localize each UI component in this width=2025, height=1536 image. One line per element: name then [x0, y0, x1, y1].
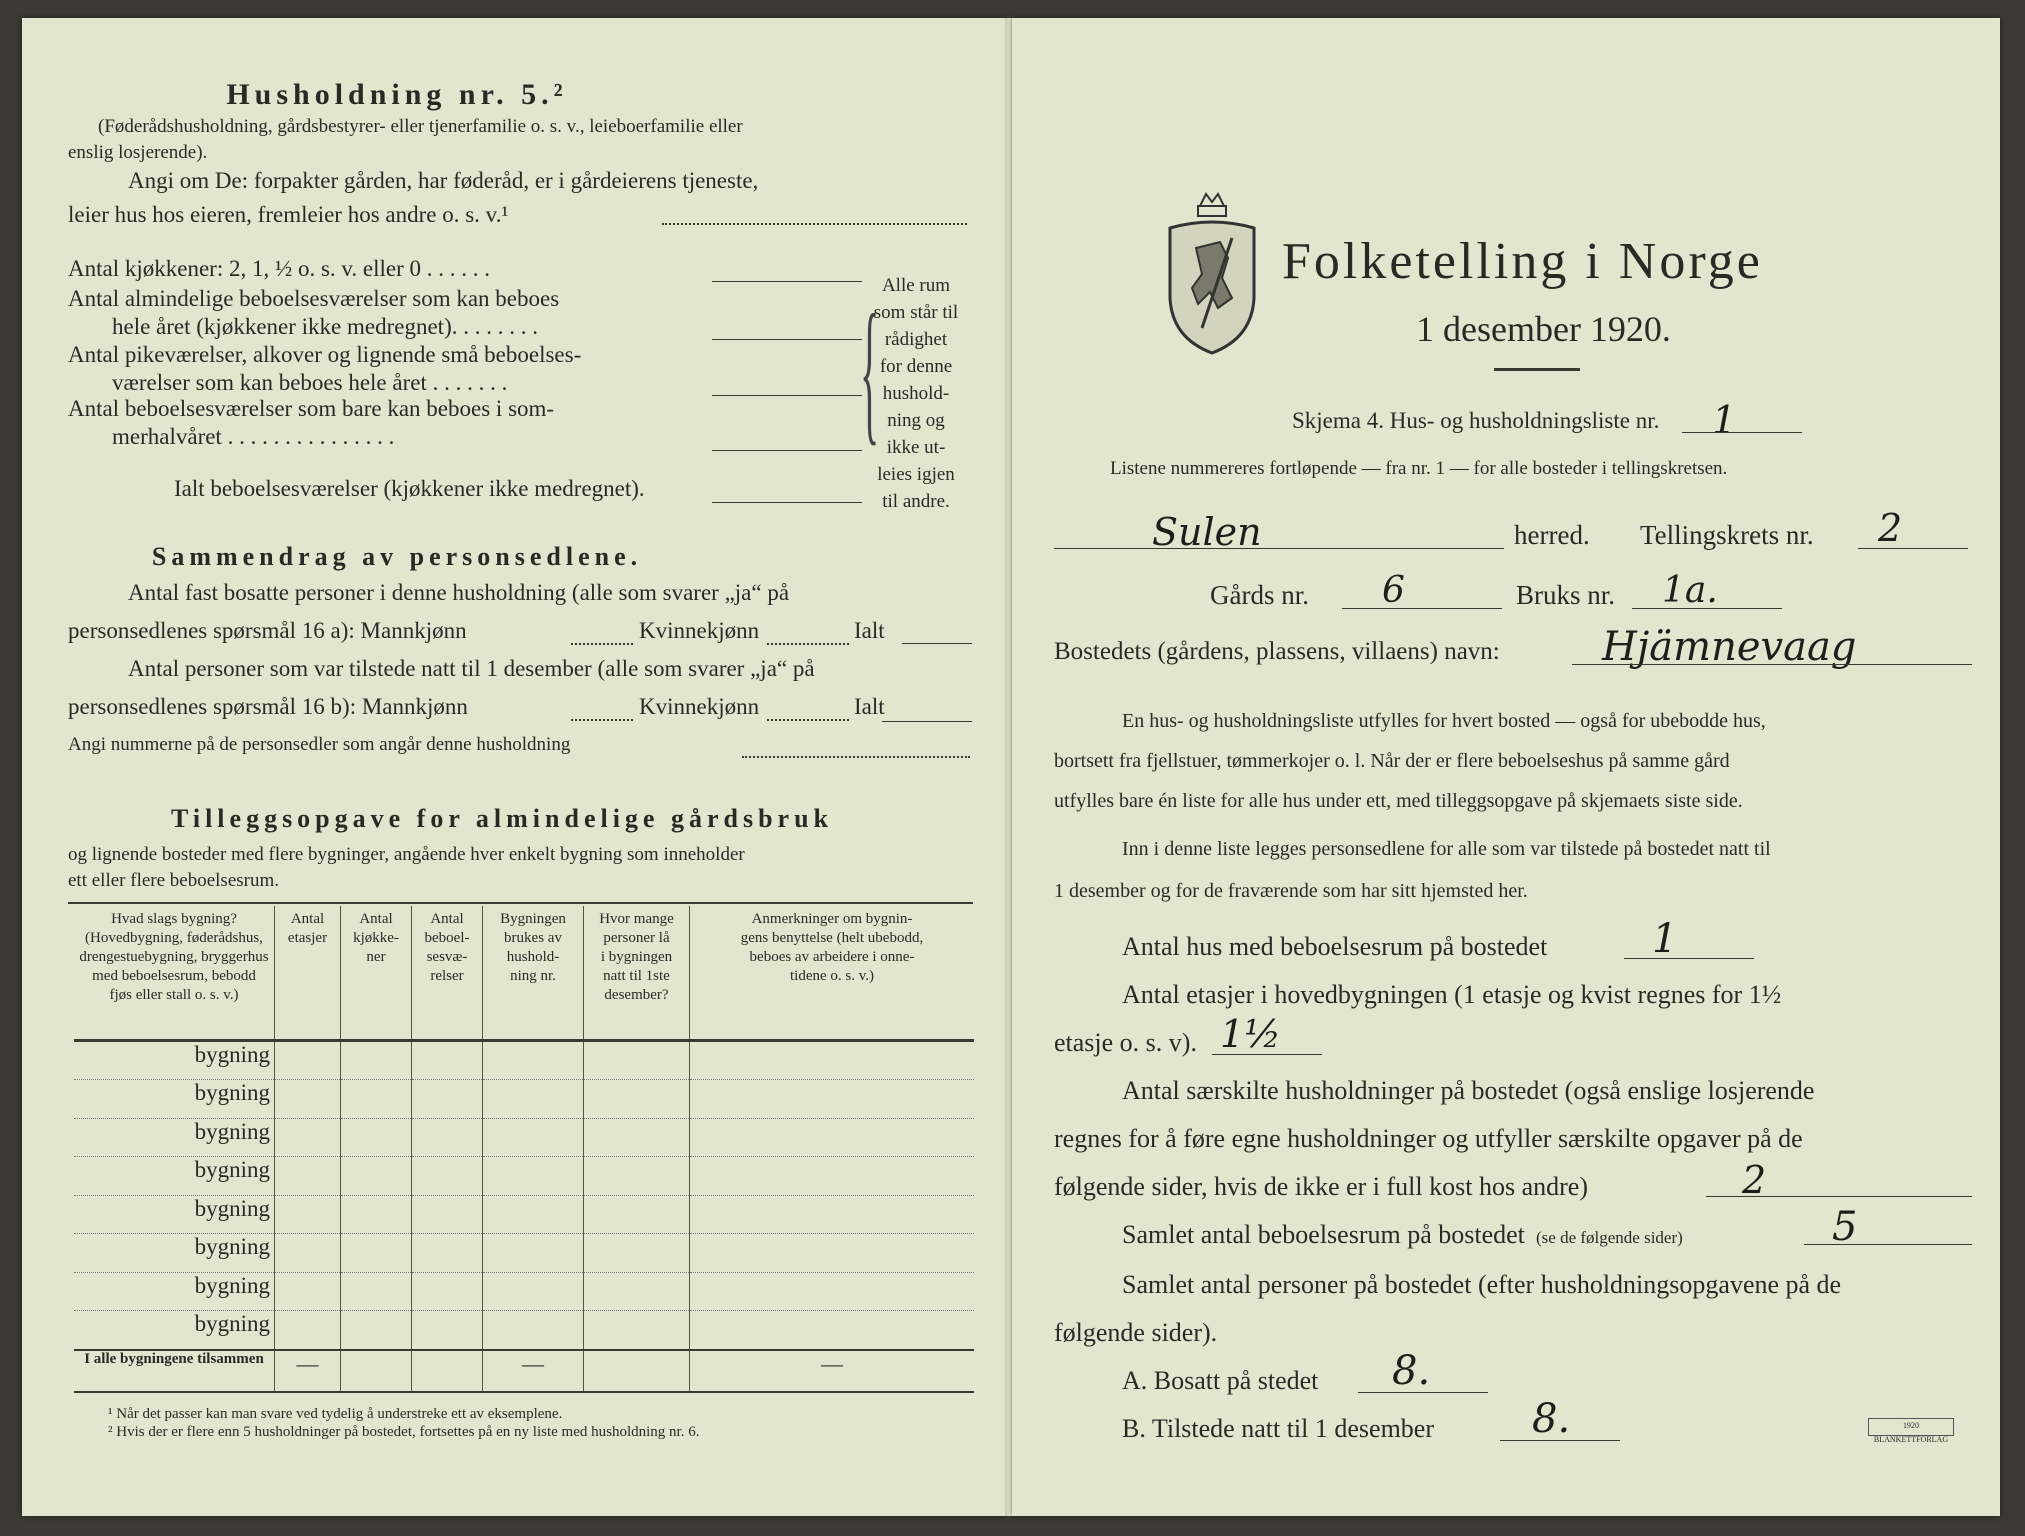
table-row [74, 1195, 974, 1234]
rooms-answer-line [712, 339, 862, 340]
small-rooms-question-b: værelser som kan beboes hele året . . . . . . . [112, 370, 508, 395]
total-rooms-answer-line [712, 502, 862, 503]
side-note-line: leies igjen [877, 464, 955, 485]
small-rooms-answer-line [712, 395, 862, 396]
etasjer-line [1212, 1054, 1322, 1055]
summer-rooms-question: Antal beboelsesværelser som bare kan beboes i som- [68, 396, 555, 421]
household-intro-2: enslig losjerende). [68, 142, 208, 163]
household-intro: (Føderådshusholdning, gårdsbestyrer- eller tjenerfamilie o. s. v., leieboerfamilie eller [98, 116, 743, 137]
gards-line [1342, 608, 1502, 609]
row-label: bygning [74, 1040, 275, 1080]
footnote-1: ¹ Når det passer kan man svare ved tydelig å understreke ett av eksemplene. [108, 1406, 563, 1422]
households-value: 2 [1742, 1158, 1767, 1202]
gards-value: 6 [1382, 570, 1405, 611]
rooms-question: Antal almindelige beboelsesværelser som kan beboes [68, 286, 560, 311]
printer-stamp: 1920 BLANKETTFORLAG [1868, 1418, 1954, 1436]
ialt-label-1: Ialt [854, 618, 885, 643]
table-row [74, 1234, 974, 1273]
table-total-row [74, 1350, 974, 1392]
instruction-5: 1 desember og for de fraværende som har sitt hjemsted her. [1054, 880, 1528, 902]
schema-line: Skjema 4. Hus- og husholdningsliste nr. [1292, 408, 1660, 433]
households-line [1706, 1196, 1972, 1197]
persons-line-2: følgende sider). [1054, 1318, 1218, 1347]
households-line-1: Antal særskilte husholdninger på bostedet (også enslige losjerende [1122, 1076, 1815, 1105]
summary-title: Sammendrag av personsedlene. [151, 542, 643, 571]
dotline [742, 756, 970, 758]
side-note-line: hushold- [882, 383, 950, 404]
dotline [571, 643, 633, 645]
small-rooms-question: Antal pikeværelser, alkover og lignende små beboelses- [68, 342, 582, 367]
side-note-line: til andre. [882, 491, 950, 512]
numbering-note: Listene nummereres fortløpende — fra nr. 1 — for alle bosteder i tellingskretsen. [1110, 458, 1728, 479]
col-header: Antal beboel- sesvæ- relser [412, 906, 483, 1040]
ialt-label-2: Ialt [854, 694, 885, 719]
side-note-line: ning og [887, 410, 945, 431]
bosatt-value: 8. [1392, 1348, 1431, 1394]
herred-line [1054, 548, 1504, 549]
instruction-3: utfylles bare én liste for alle hus under ett, med tilleggsopgave på skjemaets siste side. [1054, 790, 1743, 812]
side-note-line: ikke ut- [886, 437, 946, 458]
coat-of-arms-icon [1162, 188, 1262, 358]
row-label: bygning [74, 1195, 275, 1234]
side-note-line: som står til [873, 302, 959, 323]
summary-line-1: Antal fast bosatte personer i denne husholdning (alle som svarer „ja“ på [128, 580, 790, 605]
table-top-line [68, 902, 973, 904]
brace-icon: { [860, 280, 880, 460]
kitchens-answer-line [712, 281, 862, 282]
rooms-total-note: (se de følgende sider) [1536, 1228, 1683, 1247]
side-note-line: for denne [879, 356, 953, 377]
bosted-label: Bostedets (gårdens, plassens, villaens) navn: [1054, 638, 1500, 665]
hus-value: 1 [1652, 916, 1678, 962]
tilstede-label: B. Tilstede natt til 1 desember [1122, 1414, 1434, 1443]
table-row [74, 1080, 974, 1119]
rooms-question-b: hele året (kjøkkener ikke medregnet). . . . . . . . [112, 314, 538, 339]
krets-line [1858, 548, 1968, 549]
etasjer-line-1: Antal etasjer i hovedbygningen (1 etasje og kvist regnes for 1½ [1122, 980, 1782, 1009]
households-line-3: følgende sider, hvis de ikke er i full kost hos andre) [1054, 1172, 1588, 1201]
tellingskrets-value: 2 [1878, 506, 1903, 550]
title-rule [1494, 368, 1580, 371]
table-row [74, 1272, 974, 1311]
summary-line-2b: personsedlenes spørsmål 16 b): Mannkjønn [68, 694, 468, 719]
etasjer-value: 1½ [1220, 1012, 1282, 1056]
table-row [74, 1040, 974, 1080]
table-header-row [74, 906, 974, 1040]
supplement-line-1: og lignende bosteder med flere bygninger, angående hver enkelt bygning som inneholder [68, 844, 745, 865]
herred-label: herred. [1514, 520, 1590, 550]
gards-label: Gårds nr. [1210, 580, 1309, 610]
instruction-2: bortsett fra fjellstuer, tømmerkojer o. l. Når der er flere beboelseshus på samme gård [1054, 750, 1730, 772]
side-note-line: rådighet [884, 329, 948, 350]
census-title: Folketelling i Norge [1282, 233, 1763, 290]
tellingskrets-label: Tellingskrets nr. [1640, 520, 1814, 550]
row-label: bygning [74, 1118, 275, 1157]
summary-line-2: Antal personer som var tilstede natt til 1 desember (alle som svarer „ja“ på [128, 656, 815, 681]
col-header: Hvad slags bygning? (Hovedbygning, føderådshus, drengestuebygning, bryggerhus med beboelsesrum, bebodd fjøs eller stall o. s. v.) [74, 906, 275, 1040]
bruks-label: Bruks nr. [1516, 580, 1616, 610]
buildings-table [74, 906, 974, 1393]
instruction-1: En hus- og husholdningsliste utfylles for hvert bosted — også for ubebodde hus, [1122, 710, 1766, 732]
hus-line [1624, 958, 1754, 959]
census-date: 1 desember 1920. [1416, 309, 1671, 349]
total-rooms-question: Ialt beboelsesværelser (kjøkkener ikke medregnet). [174, 476, 645, 501]
bosted-line [1572, 664, 1972, 665]
summer-rooms-question-b: merhalvåret . . . . . . . . . . . . . . . [112, 424, 395, 449]
footnote-2: ² Hvis der er flere enn 5 husholdninger på bostedet, fortsettes på en ny liste med husholdning nr. 6. [108, 1424, 700, 1440]
total-label: I alle bygningene tilsammen [74, 1350, 275, 1392]
dotline [767, 643, 849, 645]
side-note [862, 272, 970, 515]
schema-number: 1 [1712, 398, 1737, 442]
instruction-4: Inn i denne liste legges personsedlene for alle som var tilstede på bostedet natt til [1122, 838, 1771, 860]
line [902, 643, 972, 644]
bosatt-line [1358, 1392, 1488, 1393]
hus-label: Antal hus med beboelsesrum på bostedet [1122, 932, 1548, 961]
table-row [74, 1118, 974, 1157]
total-dash: — [483, 1350, 584, 1392]
household-title: Husholdning nr. 5.² [226, 78, 568, 111]
tilstede-value: 8. [1532, 1396, 1571, 1442]
households-line-2: regnes for å føre egne husholdninger og utfyller særskilte opgaver på de [1054, 1124, 1803, 1153]
angi-dotline [662, 223, 967, 225]
bruks-line [1632, 608, 1782, 609]
dotline [571, 719, 633, 721]
left-page [22, 18, 1007, 1516]
side-note-line: Alle rum [881, 275, 951, 296]
col-header: Antal kjøkke- ner [341, 906, 412, 1040]
kvinne-label-1: Kvinnekjønn [639, 618, 760, 643]
kvinne-label-2: Kvinnekjønn [639, 694, 760, 719]
col-header: Bygningen brukes av hushold- ning nr. [483, 906, 584, 1040]
rooms-total-value: 5 [1832, 1204, 1858, 1250]
tilstede-line [1500, 1440, 1620, 1441]
total-dash: — [690, 1350, 975, 1392]
schema-line-underline [1682, 432, 1802, 433]
col-header: Anmerkninger om bygnin- gens benyttelse (helt ubebodd, beboes av arbeidere i onne- tidene o. s. v.) [740, 911, 924, 984]
bruks-value: 1a. [1662, 570, 1718, 611]
herred-value: Sulen [1152, 510, 1262, 554]
summer-rooms-answer-line [712, 450, 862, 451]
kitchens-question: Antal kjøkkener: 2, 1, ½ o. s. v. eller 0 . . . . . . [68, 256, 491, 281]
row-label: bygning [74, 1311, 275, 1350]
col-header: Antal etasjer [275, 906, 341, 1040]
row-label: bygning [74, 1272, 275, 1311]
etasjer-line-2: etasje o. s. v). [1054, 1028, 1197, 1057]
right-page [1012, 18, 2000, 1516]
table-row [74, 1311, 974, 1350]
bosted-value: Hjämnevaag [1602, 624, 1857, 670]
supplement-line-2: ett eller flere beboelsesrum. [68, 870, 280, 891]
row-label: bygning [74, 1157, 275, 1196]
row-label: bygning [74, 1080, 275, 1119]
row-label: bygning [74, 1234, 275, 1273]
summary-line-3: Angi nummerne på de personsedler som angår denne husholdning [68, 734, 571, 755]
line [882, 721, 972, 722]
bosatt-label: A. Bosatt på stedet [1122, 1366, 1319, 1395]
persons-line-1: Samlet antal personer på bostedet (efter husholdningsopgavene på de [1122, 1270, 1842, 1299]
supplement-title: Tilleggsopgave for almindelige gårdsbruk [170, 804, 834, 833]
rooms-total-line [1804, 1244, 1972, 1245]
dotline [767, 719, 849, 721]
table-row [74, 1157, 974, 1196]
rooms-total-label: Samlet antal beboelsesrum på bostedet [1122, 1220, 1525, 1249]
total-dash: — [275, 1350, 341, 1392]
col-header: Hvor mange personer lå i bygningen natt til 1ste desember? [584, 906, 690, 1040]
angi-line-2: leier hus hos eieren, fremleier hos andre o. s. v.¹ [68, 202, 509, 227]
angi-line-1: Angi om De: forpakter gården, har føderåd, er i gårdeierens tjeneste, [128, 168, 759, 193]
summary-line-1b: personsedlenes spørsmål 16 a): Mannkjønn [68, 618, 467, 643]
